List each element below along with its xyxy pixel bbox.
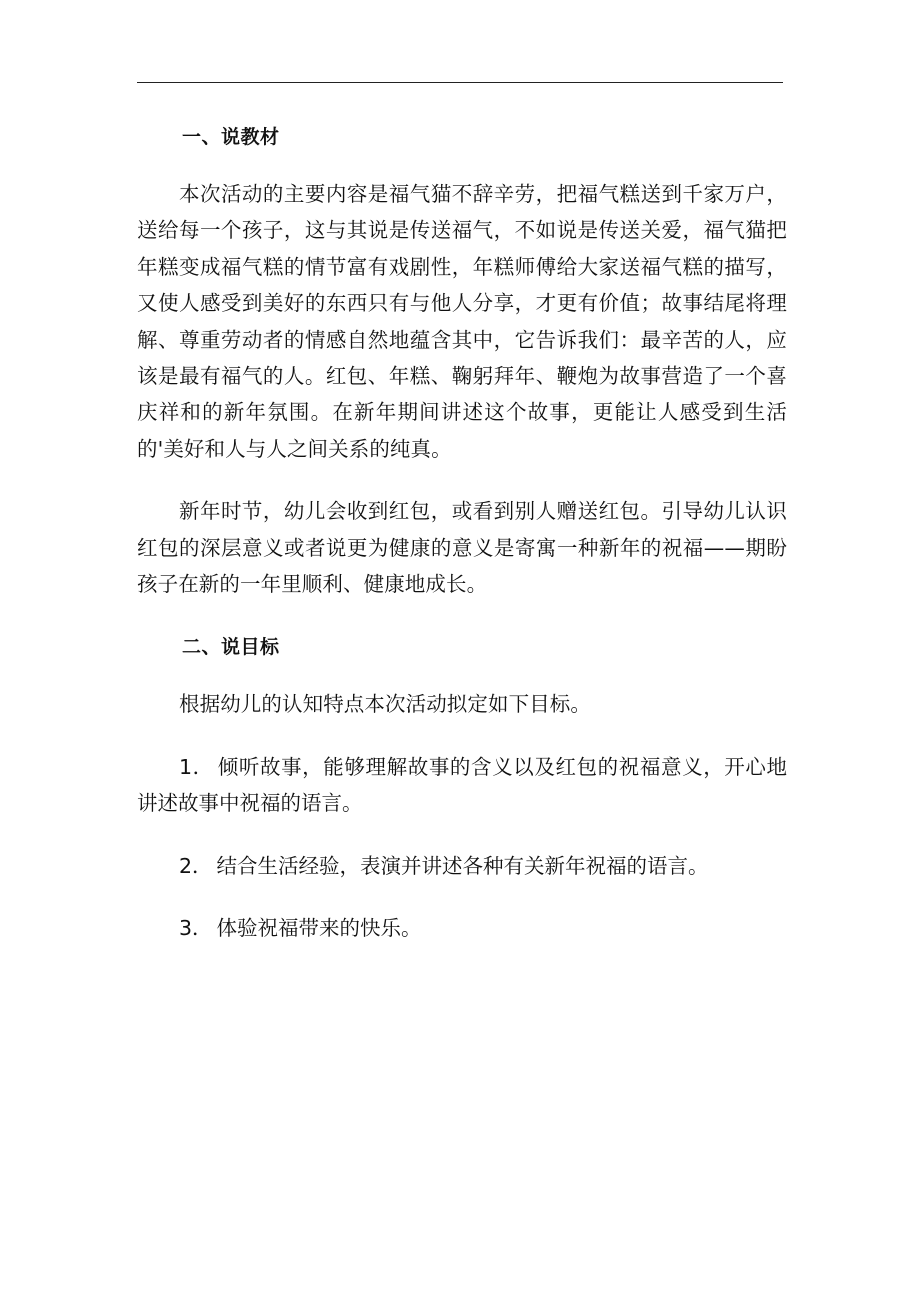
goal-item: [137, 848, 787, 884]
goal-number: 2．: [179, 853, 213, 878]
paragraph: 根据幼儿的认知特点本次活动拟定如下目标。: [179, 692, 591, 717]
goal-item: [137, 749, 787, 822]
goal-number: 3．: [179, 916, 213, 941]
header-rule: [137, 82, 783, 83]
document-body: [137, 118, 787, 973]
goal-item: [137, 910, 787, 946]
goal-text: 倾听故事，能够理解故事的含义以及红包的祝福意义，开心地讲述故事中祝福的语言。: [137, 754, 788, 816]
goal-text: 体验祝福带来的快乐。: [216, 916, 422, 941]
goal-text: 结合生活经验，表演并讲述各种有关新年祝福的语言。: [216, 853, 709, 878]
paragraph: 本次活动的主要内容是福气猫不辞辛劳，把福气糕送到千家万户，送给每一个孩子，这与其说是传送福气，不如说是传送关爱，福气猫把年糕变成福气糕的情节富有戏剧性，年糕师傅给大家送福气糕的描写，又使人感受到美好的东西只有与他人分享，才更有价值；故事结尾将理解、尊重劳动者的情感自然地蕴含其中，它告诉我们：最辛苦的人，应该是最有福气的人。红包、年糕、鞠躬拜年、鞭炮为故事营造了一个喜庆祥和的新年氛围。在新年期间讲述这个故事，更能让人感受到生活的'美好和人与人之间关系的纯真。: [137, 182, 787, 461]
section-heading-teaching-material: 一、说教材: [182, 126, 280, 148]
paragraph: 新年时节，幼儿会收到红包，或看到别人赠送红包。引导幼儿认识红包的深层意义或者说更为健康的意义是寄寓一种新年的祝福——期盼孩子在新的一年里顺利、健康地成长。: [137, 499, 787, 597]
goal-number: 1．: [179, 754, 214, 779]
section-heading-goals: 二、说目标: [182, 636, 280, 659]
